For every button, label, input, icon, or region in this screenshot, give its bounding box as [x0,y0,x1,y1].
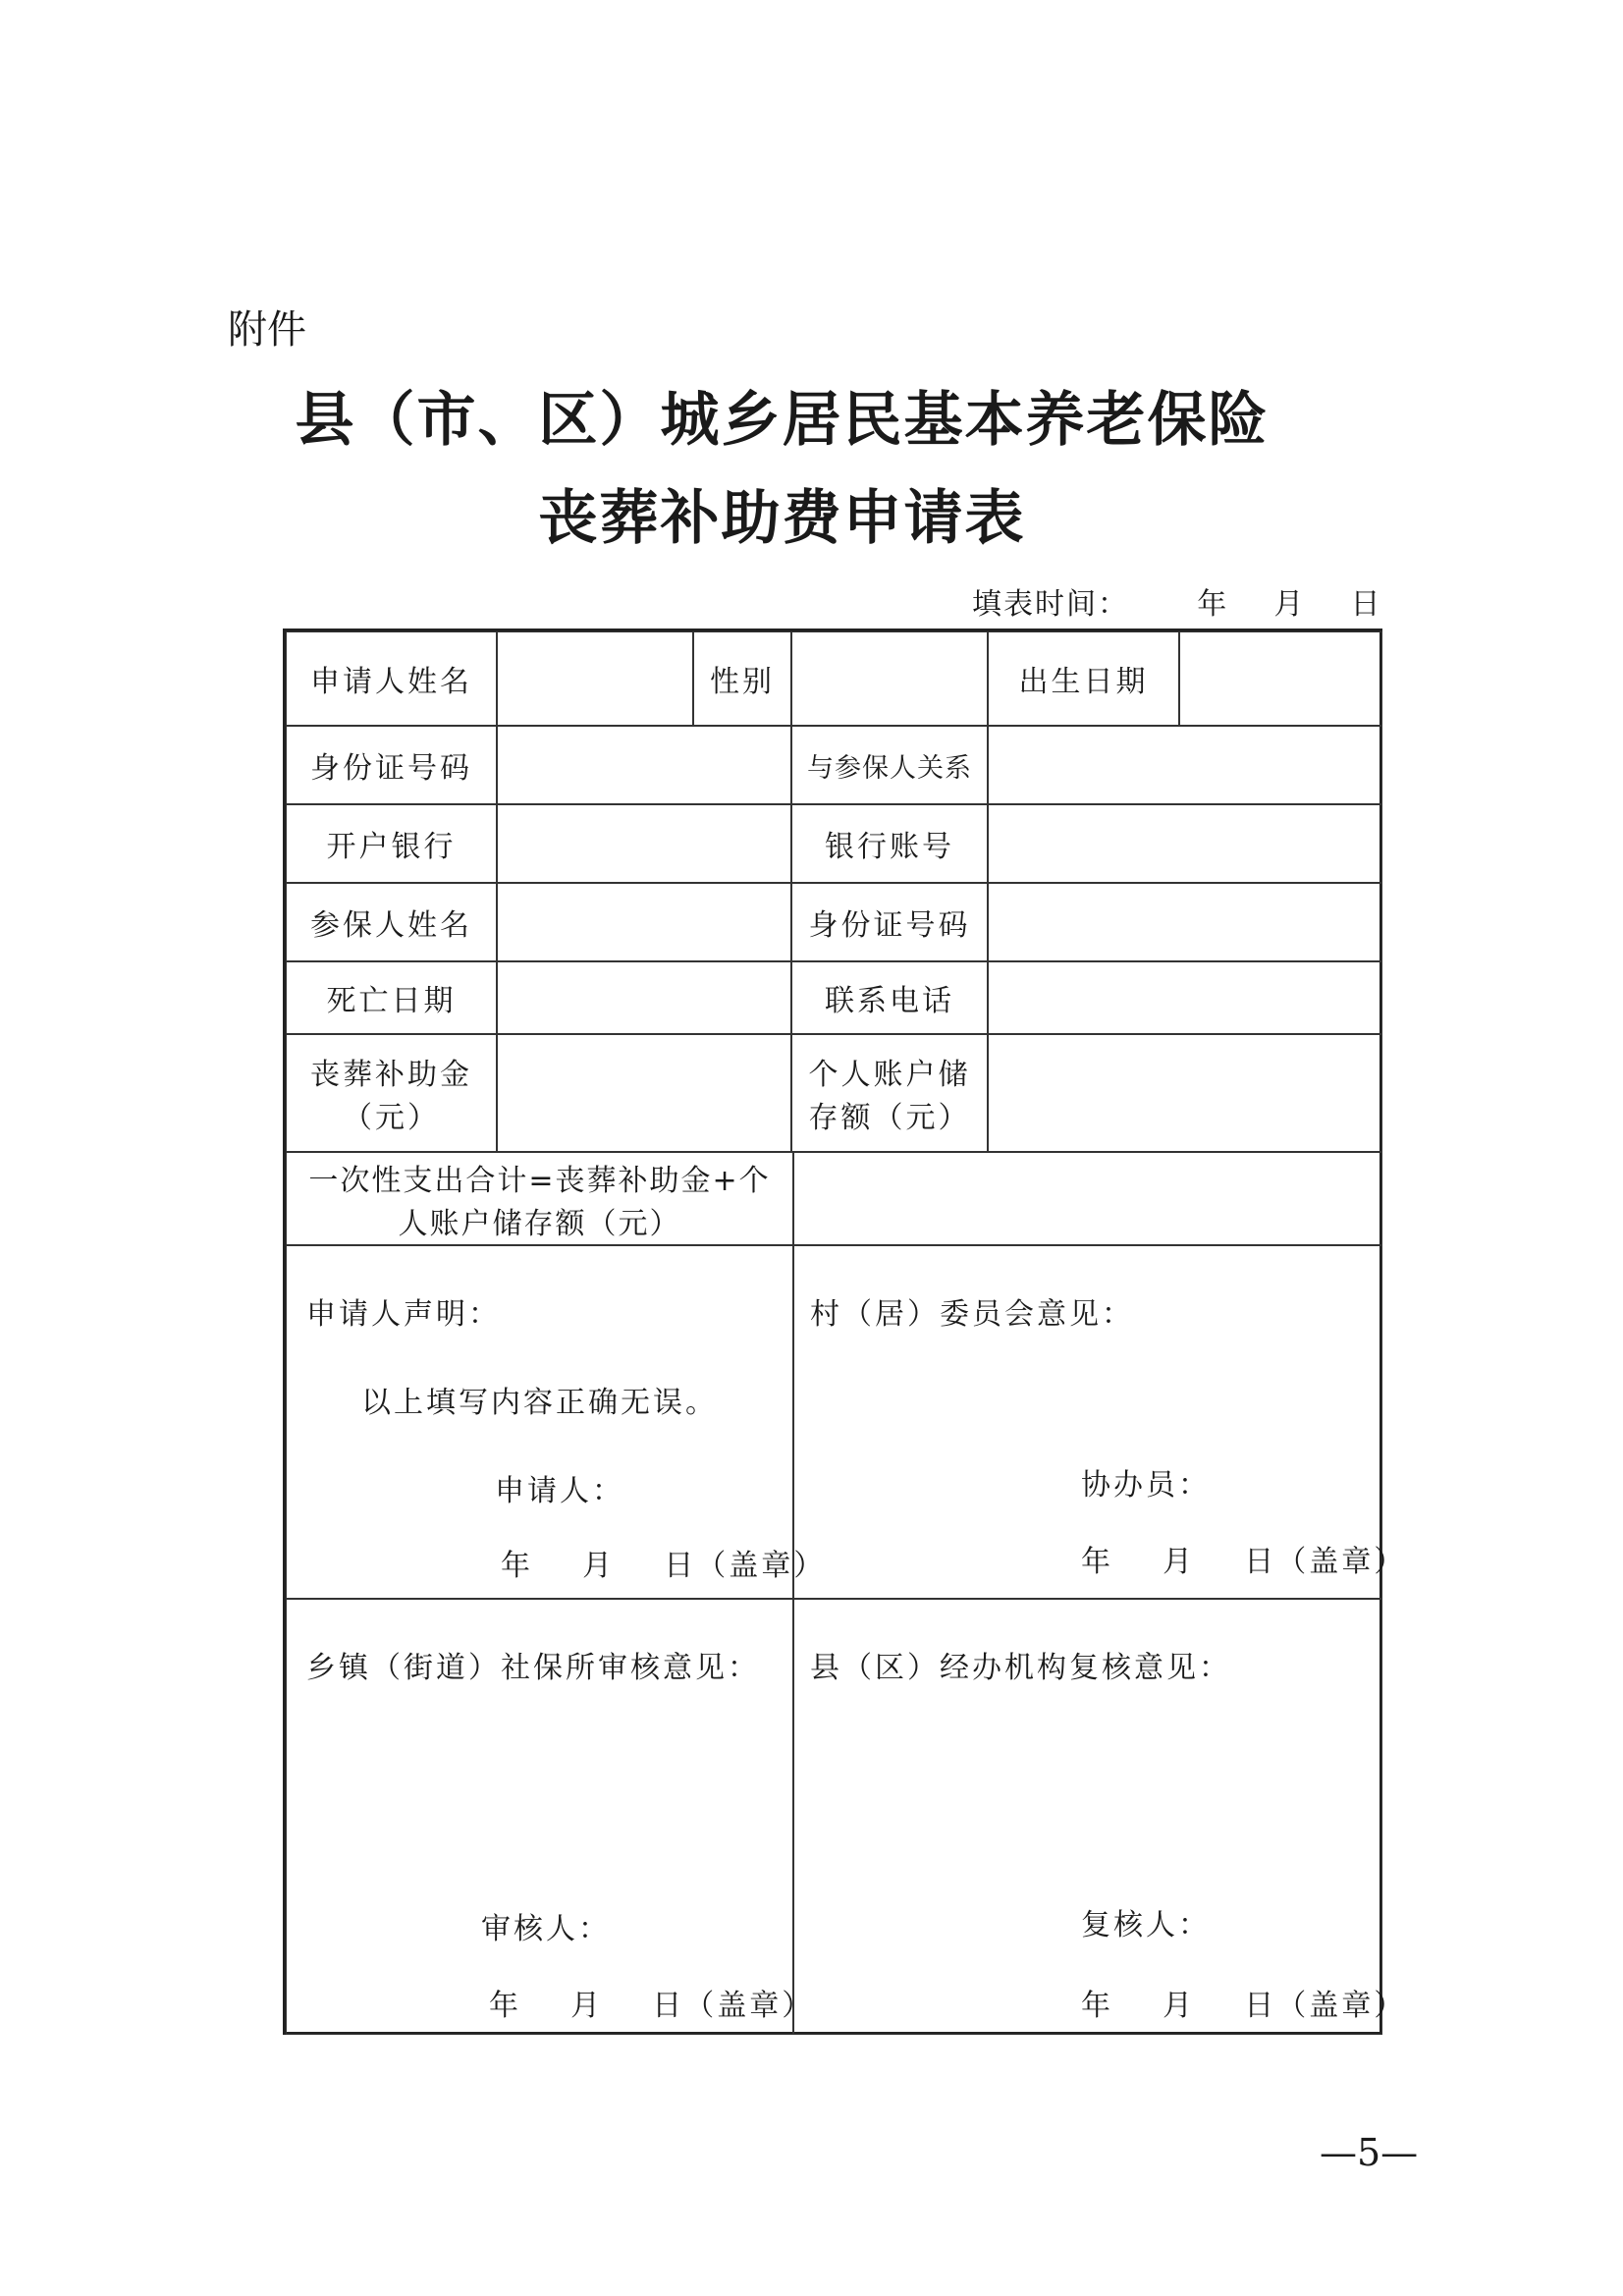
relationship-value[interactable] [988,726,1382,804]
funeral-subsidy-value[interactable] [497,1034,791,1152]
insured-id-value[interactable] [988,883,1382,961]
total-label-2: 人账户储存额（元） [398,1206,681,1241]
insured-id-label: 身份证号码 [808,908,971,943]
insured-id-label-cell [791,883,988,961]
county-opinion-cell [793,1599,1407,2035]
birth-date-label-cell [988,631,1179,726]
gender-label-cell [693,631,791,726]
account-balance-label-cell [791,1034,988,1152]
bank-account-label-cell [791,804,988,883]
village-opinion-heading: 村（居）委员会意见： [810,1297,1134,1332]
rechecker-sign-label[interactable]: 复核人： [1081,1908,1211,1942]
bank-account-label: 银行账号 [825,830,954,864]
phone-value[interactable] [988,961,1382,1034]
applicant-statement-heading: 申请人声明： [306,1297,501,1332]
total-value[interactable] [793,1152,1382,1245]
insured-name-value[interactable] [497,883,791,961]
county-opinion-heading: 县（区）经办机构复核意见： [810,1651,1231,1685]
town-opinion-heading: 乡镇（街道）社保所审核意见： [306,1651,760,1685]
death-date-value[interactable] [497,961,791,1034]
insured-name-label: 参保人姓名 [310,908,472,943]
bank-value[interactable] [497,804,791,883]
fill-time: 填表时间： 年 月 日 [972,587,1382,622]
application-form [283,629,1407,2035]
applicant-name-label-cell [286,631,497,726]
village-opinion-cell [793,1245,1407,1599]
title-line-2: 丧葬补助费申请表 [538,484,1026,553]
title-line-1: 县（市、区）城乡居民基本养老保险 [295,386,1270,455]
applicant-sign-label[interactable]: 申请人： [495,1474,624,1508]
applicant-statement-text: 以上填写内容正确无误。 [361,1386,718,1420]
phone-label: 联系电话 [825,984,954,1018]
bank-label: 开户银行 [326,830,457,864]
page-number: —5— [1320,2131,1419,2174]
relationship-label-cell [791,726,988,804]
account-balance-label-2: 存额（元） [808,1101,971,1135]
applicant-name-label: 申请人姓名 [310,665,472,699]
county-date: 年 月 日（盖章） [1081,1989,1407,2023]
total-label-cell [286,1152,793,1245]
applicant-id-label-cell [286,726,497,804]
account-balance-value[interactable] [988,1034,1382,1152]
death-date-label: 死亡日期 [326,984,457,1018]
attachment-label: 附件 [228,307,306,353]
funeral-subsidy-label-2: （元） [343,1101,440,1135]
town-date: 年 月 日（盖章） [489,1989,815,2023]
birth-date-value[interactable] [1179,631,1382,726]
gender-label: 性别 [710,665,775,699]
funeral-subsidy-label-1: 丧葬补助金 [310,1058,472,1092]
applicant-id-value[interactable] [497,726,791,804]
applicant-statement-cell [286,1245,827,1599]
applicant-id-label: 身份证号码 [310,751,472,786]
death-date-label-cell [286,961,497,1034]
bank-label-cell [286,804,497,883]
funeral-subsidy-label-cell [286,1034,497,1152]
town-opinion-cell [286,1599,815,2035]
village-date: 年 月 日（盖章） [1081,1545,1407,1579]
relationship-label: 与参保人关系 [807,752,972,784]
gender-value[interactable] [791,631,988,726]
account-balance-label-1: 个人账户储 [808,1058,971,1092]
birth-date-label: 出生日期 [1018,665,1149,699]
total-label-1: 一次性支出合计=丧葬补助金+个 [308,1163,771,1198]
assistant-sign-label[interactable]: 协办员： [1081,1468,1211,1503]
phone-label-cell [791,961,988,1034]
insured-name-label-cell [286,883,497,961]
applicant-date: 年 月 日（盖章） [501,1549,827,1583]
applicant-name-value[interactable] [497,631,693,726]
reviewer-sign-label[interactable]: 审核人： [481,1912,611,1946]
bank-account-value[interactable] [988,804,1382,883]
